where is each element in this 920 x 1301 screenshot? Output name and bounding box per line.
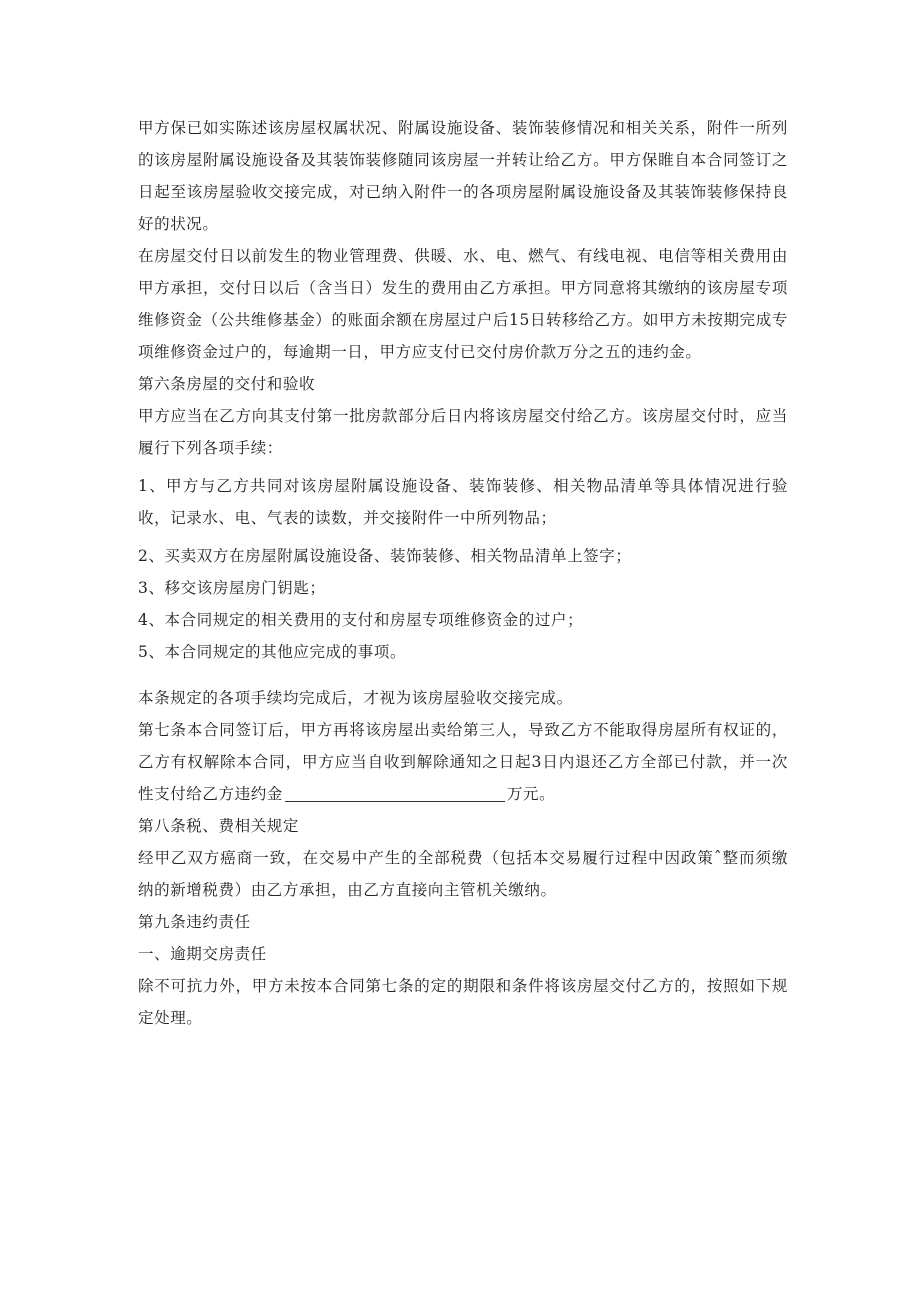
paragraph-article-7 — [138, 714, 788, 810]
paragraph-fees-allocation: 在房屋交付日以前发生的物业管理费、供暖、水、电、燃气、有线电视、电信等相关费用由甲方承担，交付日以后（含当日）发生的费用由乙方承担。甲方同意将其缴纳的该房屋专项维修资金（公共维修基金）的账面余额在房屋过户后15日转移给乙方。如甲方未按期完成专项维修资金过户的，每逾期一日，甲方应支付已交付房价款万分之五的违约金。 — [138, 247, 788, 361]
heading-article-9: 第九条违约责任 — [138, 913, 251, 931]
list-item-4: 4、本合同规定的相关费用的支付和房屋专项维修资金的过户； — [138, 611, 584, 629]
paragraph-taxes: 经甲乙双方癌商一致，在交易中产生的全部税费（包括本交易履行过程中因政策ˆ整而须缴纳的新增税费）由乙方承担，由乙方直接向主管机关缴纳。 — [138, 849, 788, 899]
paragraph-delivery: 甲方应当在乙方向其支付第一批房款部分后日内将该房屋交付给乙方。该房屋交付时，应当履行下列各项手续： — [138, 407, 788, 457]
list-item-3: 3、移交该房屋房门钥匙； — [138, 579, 326, 597]
penalty-amount-blank — [285, 783, 505, 802]
paragraph-seller-warranty: 甲方保已如实陈述该房屋权属状况、附属设施设备、装饰装修情况和相关关系，附件一所列的该房屋附属设施设备及其装饰装修随同该房屋一并转让给乙方。甲方保睢自本合同签订之日起至该房屋验收交接完成，对已纳入附件一的各项房屋附属设施设备及其装饰装修保持良好的状况。 — [138, 119, 788, 233]
paragraph-acceptance-complete: 本条规定的各项手续均完成后，才视为该房屋验收交接完成。 — [138, 689, 573, 707]
heading-article-8: 第八条税、费相关规定 — [138, 817, 300, 835]
article-7-text: 第七条本合同签订后，甲方再将该房屋出卖给第三人，导致乙方不能取得房屋所有权证的，乙方有权解除本合同，甲方应当自收到解除通知之日起3日内退还乙方全部已付款，并一次性支付给乙方违约金 — [138, 721, 788, 803]
document-body — [138, 112, 788, 1034]
list-item-5: 5、本合同规定的其他应完成的事项。 — [138, 643, 407, 661]
list-item-2: 2、买卖双方在房屋附属设施设备、装饰装修、相关物品清单上签字； — [138, 547, 632, 565]
subheading-late-delivery: 一、逾期交房责任 — [138, 945, 267, 963]
list-item-1: 1、甲方与乙方共同对该房屋附属设施设备、装饰装修、相关物品清单等具体情况进行验收，记录水、电、气表的读数，并交接附件一中所列物品； — [138, 477, 788, 527]
article-7-unit: 万元。 — [506, 785, 556, 803]
heading-article-6: 第六条房屋的交付和验收 — [138, 375, 316, 393]
paragraph-late-delivery: 除不可抗力外，甲方未按本合同第七条的定的期限和条件将该房屋交付乙方的，按照如下规定处理。 — [138, 977, 788, 1027]
